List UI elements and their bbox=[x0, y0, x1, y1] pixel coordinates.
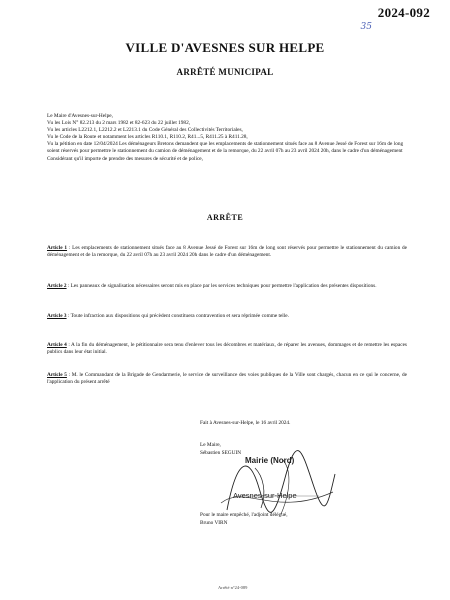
article-text: : Toute infraction aux dispositions qui précèdent constituera contravention et sera réprimée comme telle. bbox=[66, 313, 289, 319]
article-2 bbox=[47, 283, 407, 290]
article-4 bbox=[47, 342, 407, 356]
deputy-mention: Pour le maire empêché, l'adjoint délégué, bbox=[200, 512, 288, 518]
handwritten-mark: 35 bbox=[360, 22, 372, 32]
article-label: Article 4 bbox=[47, 342, 67, 348]
mayor-name: Sébastien SEGUIN bbox=[200, 450, 242, 456]
reference-number: 2024-092 bbox=[377, 5, 430, 20]
preamble bbox=[47, 113, 407, 163]
city-title: VILLE D'AVESNES SUR HELPE bbox=[125, 40, 325, 55]
article-label: Article 3 bbox=[47, 313, 67, 319]
article-text: : M. le Commandant de la Brigade de Gendarmerie, le service de surveillance des voies publiques de la Ville sont chargés, chacun en ce qui le concerne, de l'application du présent arrêté bbox=[47, 372, 408, 386]
article-label: Article 2 bbox=[47, 283, 67, 289]
preamble-line: Vu la pétition en date 12/04/2024 Les déménageurs Bretons demandent que les emplacements de stationnement situés face au 8 Avenue Jessé de Forest sur 16m de long soient réservés pour permettre le stationnement du camion de déménagement et de la remorque, du 22 avril 07h au 23 avril 2024 20h, dans le cadre d'un déménagement bbox=[47, 141, 404, 155]
article-label: Article 1 bbox=[47, 245, 68, 251]
article-3 bbox=[47, 313, 407, 320]
deputy-name: Bruno VIRN bbox=[200, 520, 228, 526]
footer-reference: Arrêté n°24-089 bbox=[218, 585, 248, 590]
article-1 bbox=[47, 245, 407, 259]
article-5 bbox=[47, 372, 407, 386]
article-text: : A la fin du déménagement, le pétitionnaire sera tenu d'enlever tous les décombres et matériaux, de réparer les avenues, dommages et de remettre les espaces publics dans leur état initial. bbox=[47, 342, 407, 356]
decree-heading: ARRÊTE bbox=[206, 213, 244, 222]
place-date: Fait à Avesnes-sur-Helpe, le 16 avril 2024. bbox=[200, 420, 291, 426]
article-label: Article 5 bbox=[47, 372, 67, 378]
preamble-line: Vu le Code de la Route et notamment les articles R110.1, R110.2, R41...5, R411.25 à R411.28, bbox=[47, 134, 248, 141]
stamp-text: Mairie (Nord) bbox=[245, 456, 295, 465]
preamble-line: Vu les articles L2212.1, L2212.2 et L2213.1 du Code Général des Collectivités Territoriales, bbox=[47, 127, 243, 134]
preamble-line: Le Maire d'Avesnes-sur-Helpe, bbox=[47, 113, 113, 119]
stamp-text: Avesnes-sur-Helpe bbox=[233, 491, 297, 500]
preamble-line: Considérant qu'il importe de prendre des mesures de sécurité et de police, bbox=[47, 155, 203, 162]
article-text: : Les emplacements de stationnement situés face au 8 Avenue Jessé de Forest sur 16m de long sont réservés pour permettre le stationnement du camion de déménagement et de la remorque, du 22 avril 07h au 23 avril 2024 20h dans le cadre d'un déménagement. bbox=[47, 245, 408, 259]
mayor-title: Le Maire, bbox=[200, 442, 221, 448]
article-text: : Les panneaux de signalisation nécessaires seront mis en place par les services techniques pour permettre l'application des présentes dispositions. bbox=[66, 283, 377, 289]
document-type: ARRÊTÉ MUNICIPAL bbox=[176, 67, 274, 77]
preamble-line: Vu les Lois N° 82.213 du 2 mars 1982 et 82-623 du 22 juillet 1982, bbox=[47, 120, 191, 127]
